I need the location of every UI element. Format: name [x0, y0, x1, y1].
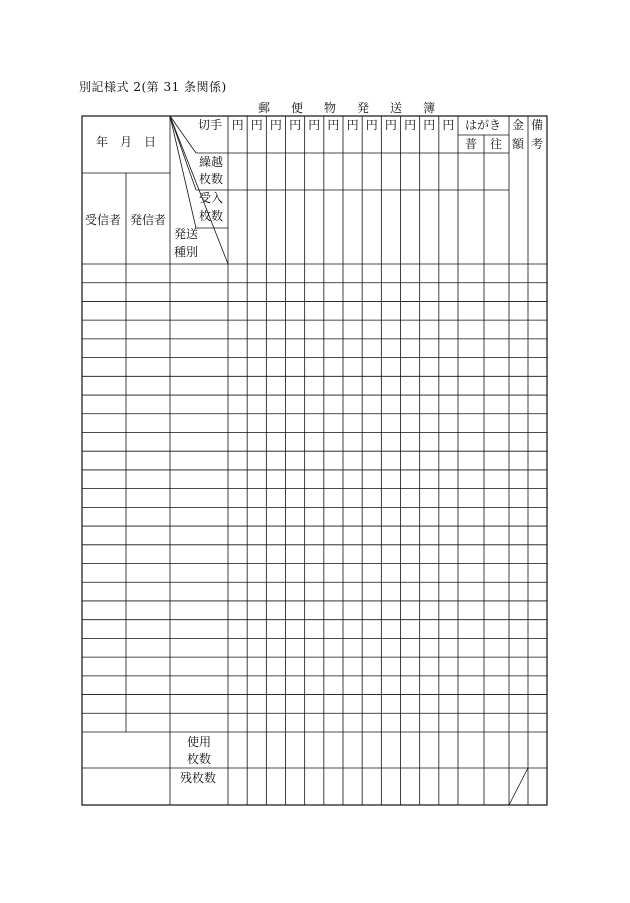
- receiver-header: 受信者: [85, 213, 122, 227]
- stamp-header: 切手: [198, 118, 223, 132]
- received-header-2: 枚数: [199, 209, 224, 223]
- amount-header-2: 額: [511, 137, 525, 151]
- yen-header: 円: [346, 118, 359, 132]
- received-header-1: 受入: [199, 191, 224, 205]
- type-header-1: 発送: [174, 227, 199, 241]
- postcard-return-header: 往: [489, 137, 503, 151]
- used-count-label-2: 枚数: [187, 752, 212, 766]
- yen-header: 円: [442, 118, 455, 132]
- yen-header: 円: [289, 118, 302, 132]
- date-header: 年 月 日: [96, 135, 157, 149]
- remarks-header-2: 考: [530, 137, 544, 151]
- yen-header: 円: [269, 118, 282, 132]
- sender-header: 発信者: [130, 213, 167, 227]
- form-reference: 別記様式 2(第 31 条関係): [79, 80, 227, 94]
- type-header-2: 種別: [174, 245, 199, 259]
- used-count-label-1: 使用: [187, 735, 212, 749]
- carryover-header-2: 枚数: [199, 172, 224, 186]
- yen-header: 円: [231, 118, 244, 132]
- form-title: 郵 便 物 発 送 簿: [258, 101, 444, 115]
- remarks-header-1: 備: [530, 118, 544, 132]
- yen-header: 円: [327, 118, 340, 132]
- yen-header: 円: [384, 118, 397, 132]
- yen-header: 円: [308, 118, 321, 132]
- yen-header: 円: [404, 118, 417, 132]
- remaining-count-label: 残枚数: [180, 771, 217, 785]
- amount-header-1: 金: [511, 118, 525, 132]
- yen-header: 円: [365, 118, 378, 132]
- yen-header: 円: [423, 118, 436, 132]
- postcard-normal-header: 普: [464, 137, 478, 151]
- postcard-header: はがき: [464, 118, 502, 132]
- yen-header: 円: [250, 118, 263, 132]
- carryover-header-1: 繰越: [199, 155, 224, 169]
